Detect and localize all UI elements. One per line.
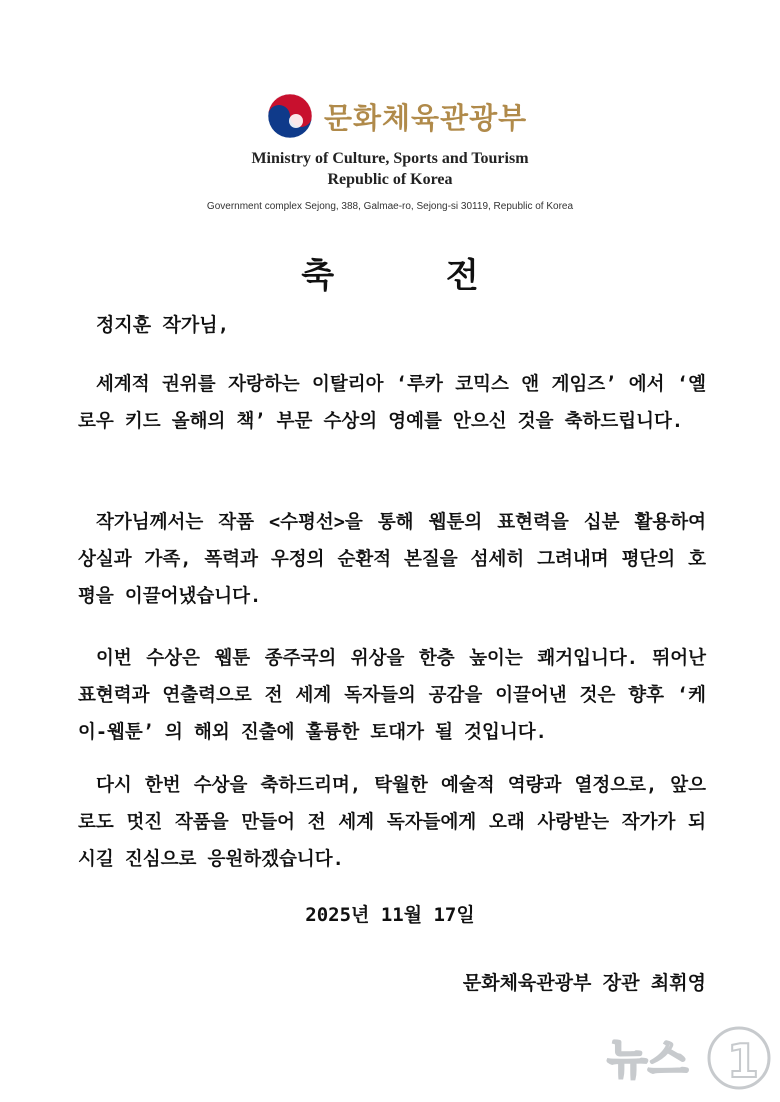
news1-watermark-logo: [605, 1022, 773, 1092]
document-date: 2025년 11월 17일: [305, 904, 475, 926]
taegeuk-logo-icon: [266, 92, 314, 140]
org-name-english: Ministry of Culture, Sports and Tourism: [251, 150, 529, 167]
recipient-salutation: 정지훈 작가님,: [96, 314, 230, 336]
document-title: 축 전: [301, 256, 529, 296]
body-paragraph-2: 작가님께서는 작품 <수평선>을 통해 웹툰의 표현력을 십분 활용하여 상실과 가족, 폭력과 우정의 순환적 본질을 섬세히 그려내며 평단의 호평을 이끌어냈습니다.: [78, 512, 706, 607]
svg-text:1: 1: [727, 1034, 760, 1088]
body-paragraph-1: 세계적 권위를 자랑하는 이탈리아 ‘루카 코믹스 앤 게임즈’ 에서 ‘옐로우 키드 올해의 책’ 부문 수상의 영예를 안으신 것을 축하드립니다.: [78, 374, 706, 432]
org-address: Government complex Sejong, 388, Galmae-ro, Sejong-si 30119, Republic of Korea: [206, 201, 574, 212]
org-country: Republic of Korea: [327, 171, 453, 188]
org-name-korean: 문화체육관광부: [324, 100, 528, 135]
watermark-text: 뉴스: [607, 1035, 689, 1084]
body-paragraph-4: 다시 한번 수상을 축하드리며, 탁월한 예술적 역량과 열정으로, 앞으로도 멋진 작품을 만들어 전 세계 독자들에게 오래 사랑받는 작가가 되시길 진심으로 응원하겠습니다.: [78, 775, 706, 870]
body-paragraph-3: 이번 수상은 웹툰 종주국의 위상을 한층 높이는 쾌거입니다. 뛰어난 표현력과 연출력으로 전 세계 독자들의 공감을 이끌어낸 것은 향후 ‘케이-웹툰’ 의 해외 진출에 훌륭한 토대가 될 것입니다.: [78, 648, 706, 743]
signature-line: 문화체육관광부 장관 최휘영: [462, 972, 706, 994]
ministry-logo: [266, 92, 527, 140]
